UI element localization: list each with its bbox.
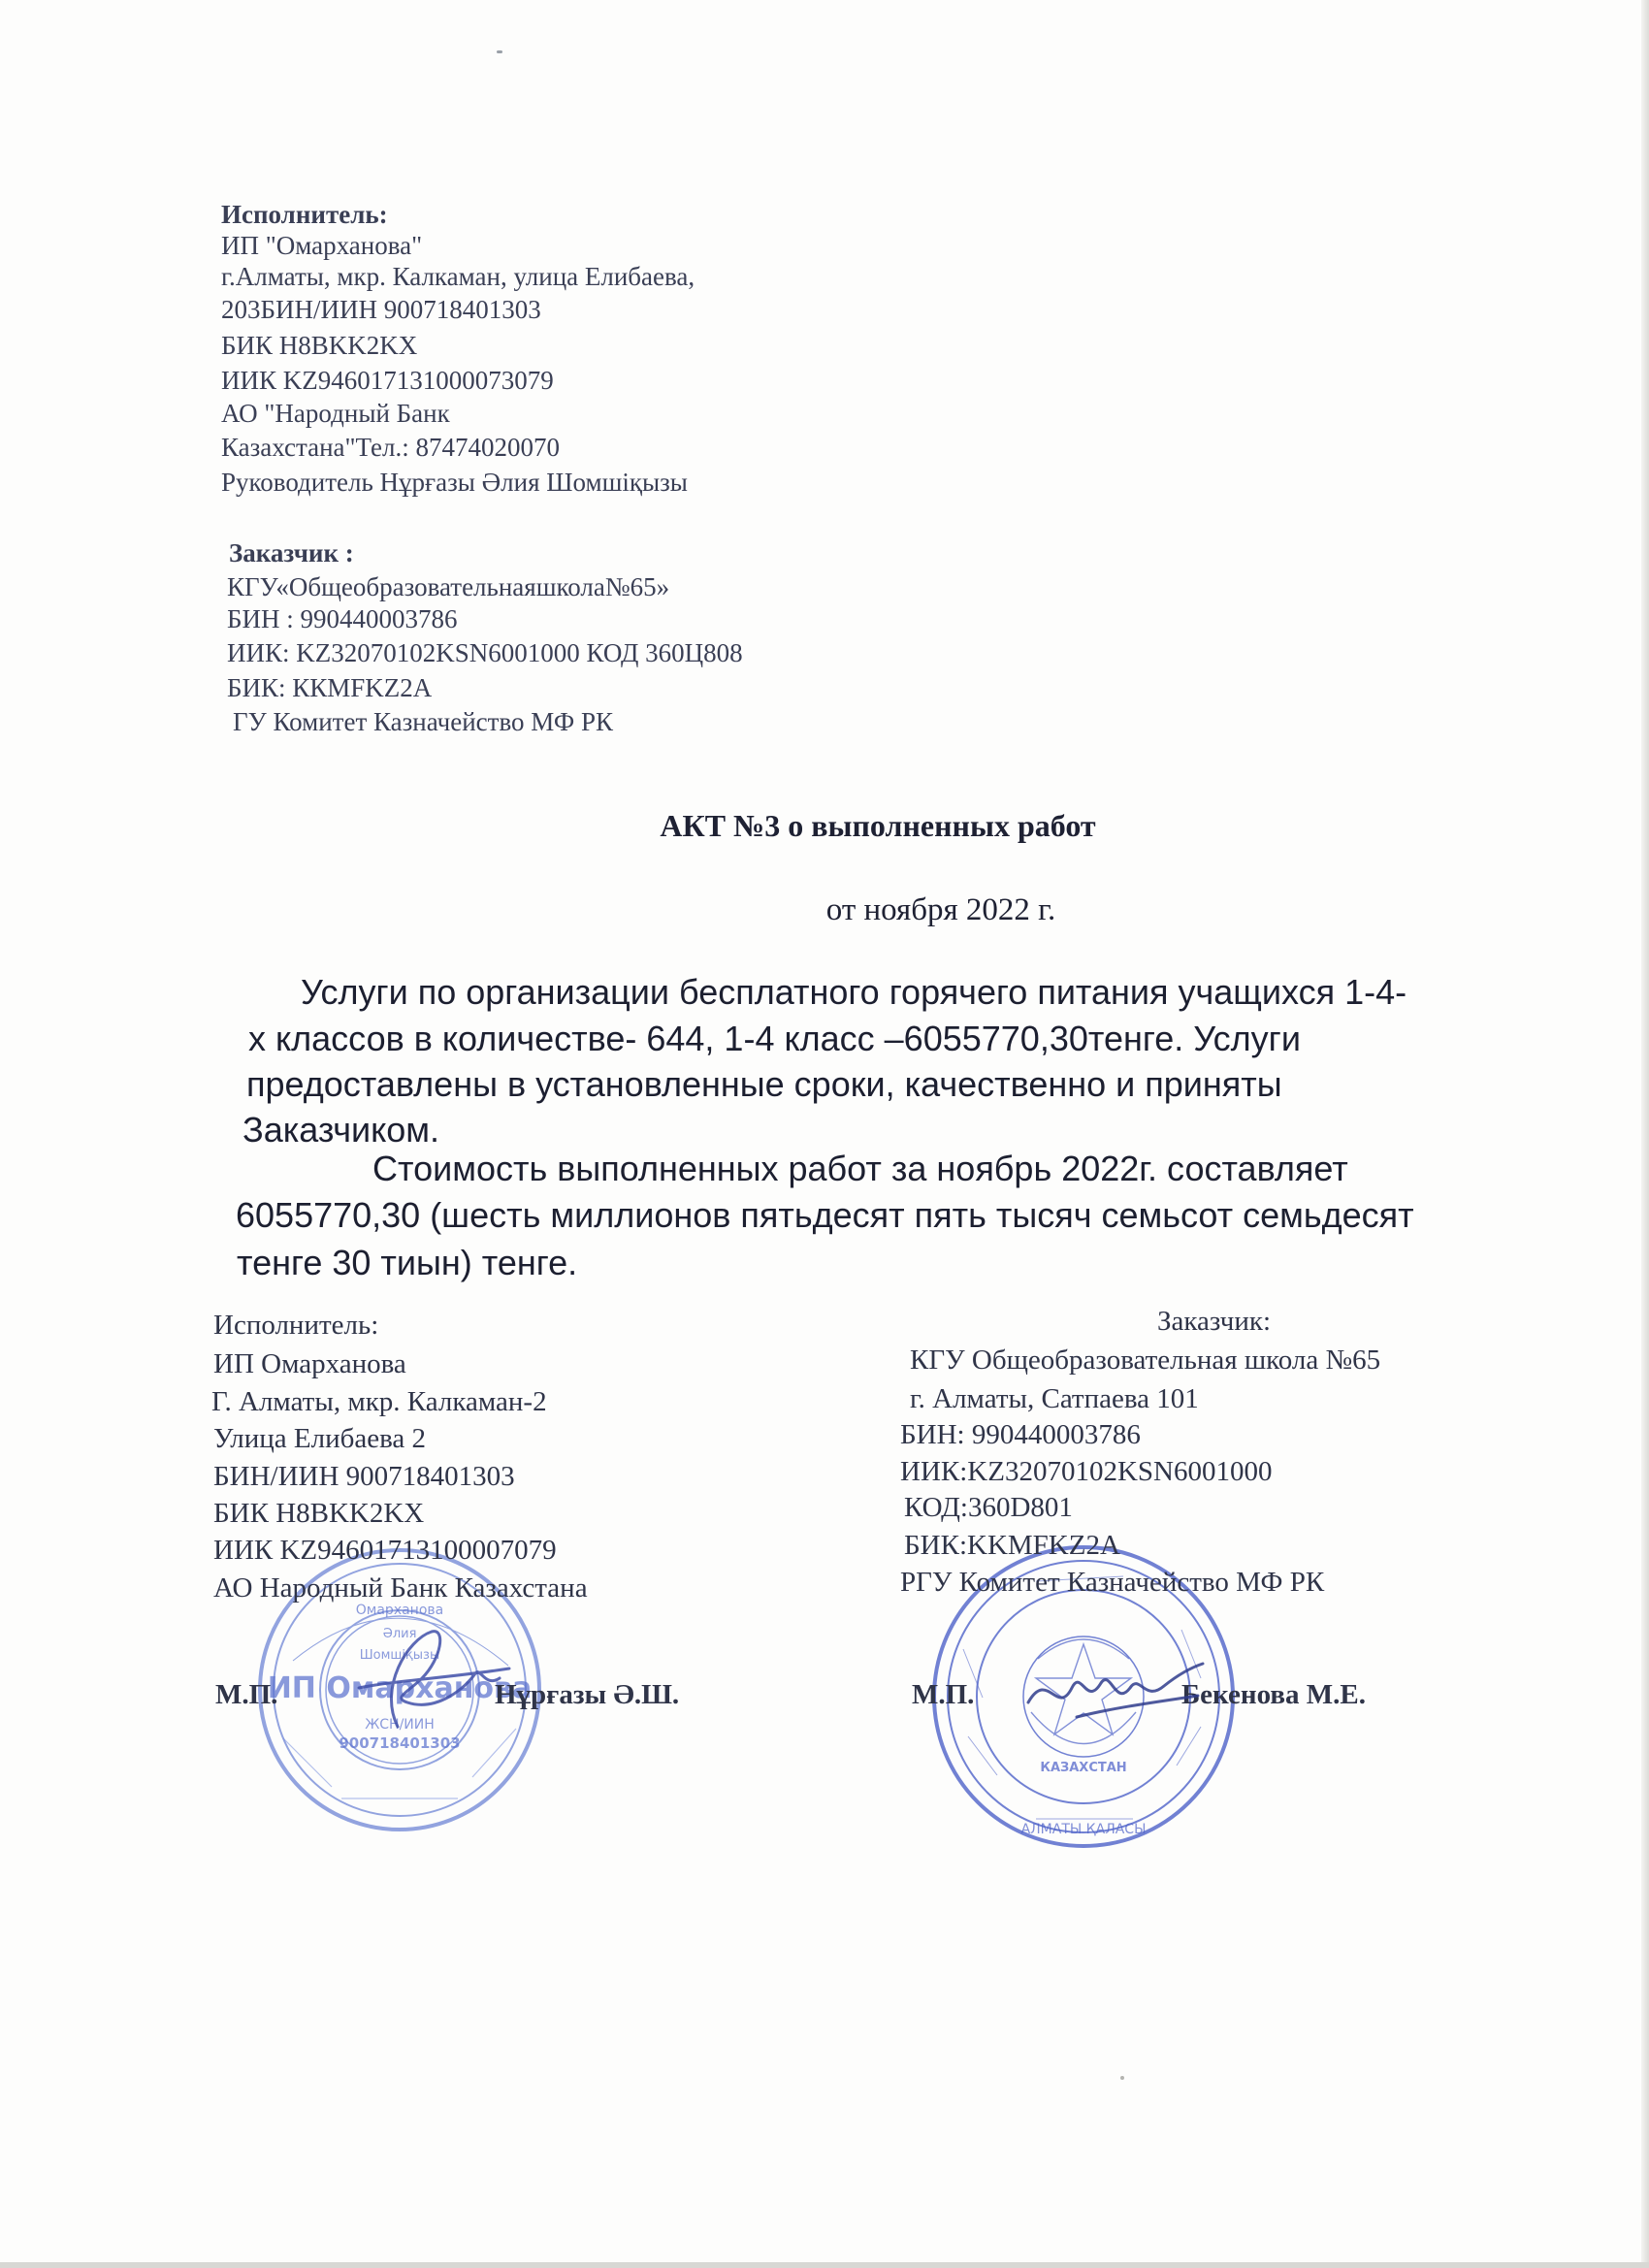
customer-sign-line: г. Алматы, Сатпаева 101	[910, 1383, 1199, 1414]
customer-sign-line: КОД:360D801	[904, 1492, 1073, 1523]
executor-header-label: Исполнитель:	[221, 200, 388, 229]
executor-header-line: г.Алматы, мкр. Калкаман, улица Елибаева,	[221, 262, 695, 291]
executor-sign-line: Г. Алматы, мкр. Калкаман-2	[211, 1386, 547, 1417]
customer-signatory-name: Бекенова М.Е.	[1181, 1679, 1367, 1710]
executor-signatory-name: Нұрғазы Ә.Ш.	[495, 1679, 680, 1710]
act-title: АКТ №3 о выполненных работ	[660, 808, 1096, 843]
body-line: Услуги по организации бесплатного горячего питания учащихся 1-4-	[301, 972, 1407, 1012]
executor-sign-line: БИК H8BKK2KX	[213, 1498, 425, 1529]
act-date: от ноября 2022 г.	[825, 892, 1056, 927]
customer-header-line: БИН : 990440003786	[227, 604, 458, 633]
customer-sign-line: БИН: 990440003786	[900, 1419, 1141, 1450]
body-line: х классов в количестве- 644, 1-4 класс –6055770,30тенге. Услуги	[248, 1019, 1301, 1058]
body-line: Заказчиком.	[242, 1110, 440, 1150]
customer-header-line: БИК: ККМFKZ2A	[227, 673, 433, 702]
executor-header-line: ИП "Омарханова"	[221, 231, 423, 260]
body-line: предоставлены в установленные сроки, качественно и приняты	[246, 1064, 1282, 1104]
customer-mp: М.П.	[912, 1679, 975, 1710]
body-line: тенге 30 тиын) тенге.	[237, 1243, 578, 1282]
executor-mp: М.П.	[215, 1679, 278, 1710]
executor-header-line: БИК H8BKK2KX	[221, 331, 418, 360]
customer-sign-line: БИК:KKMFKZ2A	[904, 1530, 1120, 1561]
customer-header-label: Заказчик :	[229, 538, 354, 567]
stamp-text: Омарханова	[355, 1603, 444, 1618]
executor-sign-line: ИИК KZ94601713100007079	[213, 1535, 557, 1566]
executor-sign-line: БИН/ИИН 900718401303	[213, 1461, 515, 1492]
stamp-text: ЖСН/ИИН	[365, 1717, 435, 1733]
executor-sign-line: АО Народный Банк Казахстана	[213, 1572, 588, 1604]
scan-speck	[1120, 2076, 1124, 2080]
executor-sign-label: Исполнитель:	[213, 1310, 379, 1341]
executor-sign-line: ИП Омарханова	[213, 1348, 406, 1379]
executor-header-line: АО "Народный Банк	[221, 399, 450, 428]
stamp-text: Әлия	[382, 1627, 417, 1641]
executor-header-line: 203БИН/ИИН 900718401303	[221, 295, 541, 324]
executor-header-line: Казахстана"Тел.: 87474020070	[221, 433, 560, 462]
page-edge-right	[1641, 0, 1649, 2268]
executor-header-line: ИИК KZ946017131000073079	[221, 366, 554, 395]
customer-sign-label: Заказчик:	[1157, 1306, 1272, 1337]
stamp-text: Шомшiқызы	[359, 1648, 440, 1663]
body-line: Стоимость выполненных работ за ноябрь 2022г. составляет	[372, 1149, 1348, 1188]
executor-header-line: Руководитель Нұрғазы Әлия Шомшiқызы	[221, 468, 688, 497]
stamp-text: ИП Омарханова	[267, 1671, 533, 1705]
customer-header-line: ИИК: KZ32070102KSN6001000 КОД 360Ц808	[227, 638, 743, 667]
executor-signature	[340, 1620, 514, 1736]
customer-header-line: КГУ«Общеобразовательнаяшкола№65»	[227, 572, 670, 601]
customer-sign-line: ИИК:KZ32070102KSN6001000	[900, 1456, 1273, 1487]
scan-speck	[497, 50, 502, 53]
page-edge-bottom	[0, 2262, 1649, 2268]
stamp-text: АЛМАТЫ ҚАЛАСЫ	[1020, 1822, 1147, 1837]
body-line: 6055770,30 (шесть миллионов пятьдесят пять тысяч семьсот семьдесят	[236, 1195, 1414, 1235]
customer-sign-line: РГУ Комитет Казначейство МФ РК	[900, 1567, 1325, 1598]
customer-signature	[1018, 1649, 1212, 1736]
stamp-text: 900718401303	[339, 1734, 461, 1752]
executor-sign-line: Улица Елибаева 2	[213, 1423, 427, 1454]
stamp-text: КАЗАХСТАН	[1040, 1761, 1127, 1775]
customer-sign-line: КГУ Общеобразовательная школа №65	[910, 1345, 1381, 1376]
customer-header-line: ГУ Комитет Казначейство МФ РК	[233, 707, 614, 736]
